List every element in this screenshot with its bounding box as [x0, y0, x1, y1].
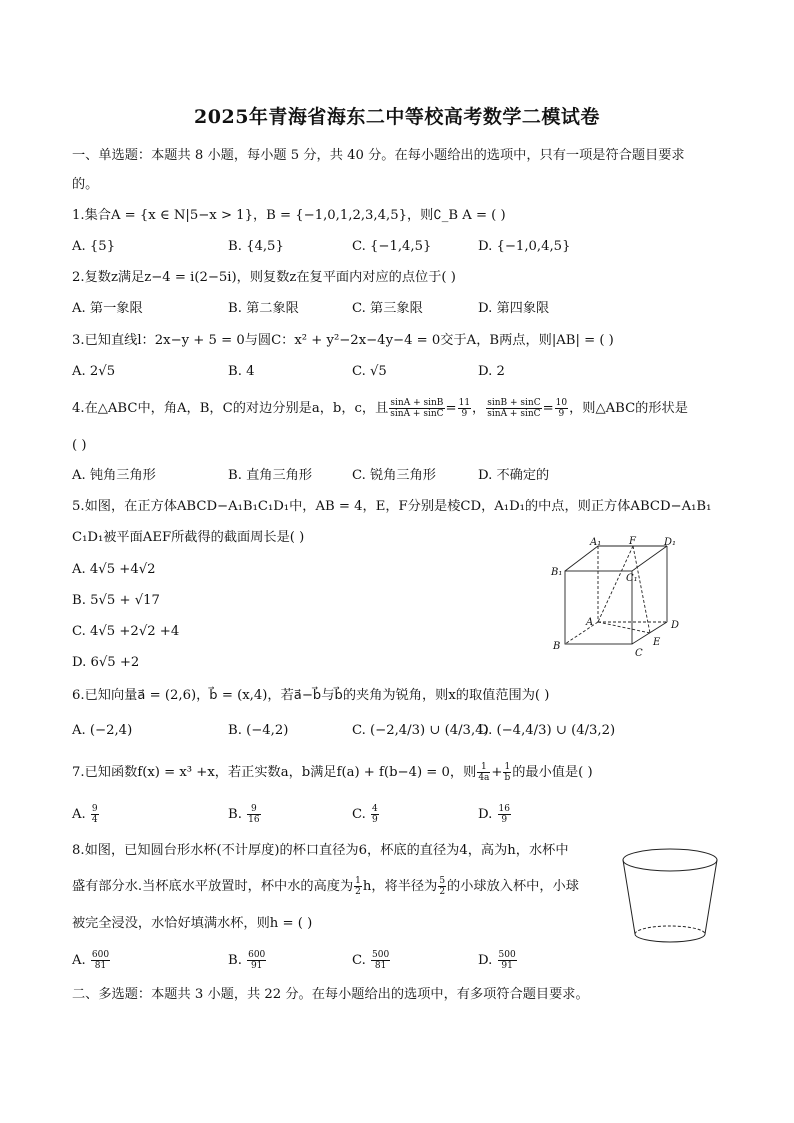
- q5-option-d: D. 6√5 +2: [72, 655, 140, 670]
- q8-radius-fraction: [438, 876, 446, 897]
- q4-option-b: B. 直角三角形: [228, 468, 313, 483]
- q8-line2-part-c: 的小球放入杯中，小球: [447, 879, 579, 894]
- cube-label-b: B: [553, 641, 561, 652]
- q8-option-c-fraction: [371, 950, 390, 971]
- q4-value-2: [555, 398, 568, 419]
- q3-option-d: D. 2: [478, 364, 505, 379]
- q7-option-a-numerator: 9: [91, 804, 98, 814]
- q7-option-c-denominator: 9: [372, 815, 378, 825]
- q8-radius-denominator: 2: [439, 887, 446, 897]
- q3-stem: 3.已知直线l：2x−y + 5 = 0与圆C：x² + y²−2x−4y−4 = 0交于A，B两点，则|AB| = ( ): [72, 333, 614, 348]
- q8-height-denominator: 2: [355, 887, 361, 897]
- q8-option-b-denominator: 91: [250, 961, 263, 971]
- q8-option-b: [228, 950, 267, 971]
- q7-option-d: [478, 804, 512, 825]
- q4-stem-part-b: ，则△ABC的形状是: [569, 401, 688, 416]
- cube-label-d: D: [671, 620, 680, 631]
- q4-value-2-numerator: 10: [555, 398, 568, 408]
- q8-option-b-letter: B.: [228, 953, 242, 968]
- q4-option-c: C. 锐角三角形: [352, 468, 436, 483]
- q4-fraction-2-numerator: sinB + sinC: [487, 398, 541, 408]
- q2-option-d: D. 第四象限: [478, 301, 550, 316]
- q8-option-b-fraction: [247, 950, 266, 971]
- section1-header-line2: 的。: [72, 177, 99, 192]
- q8-option-a-numerator: 600: [91, 950, 110, 960]
- q4-value-1-numerator: 11: [458, 398, 471, 408]
- q7-option-d-numerator: 16: [498, 804, 510, 814]
- q7-stem-part-a: 7.已知函数f(x) = x³ +x，若正实数a，b满足f(a) + f(b−4) = 0，则: [72, 765, 477, 780]
- q8-radius-numerator: 5: [439, 876, 446, 886]
- q6-option-b: B. (−4,2): [228, 723, 289, 738]
- q5-option-a: A. 4√5 +4√2: [72, 562, 156, 577]
- q3-option-c: C. √5: [352, 364, 387, 379]
- q8-option-c: [352, 950, 391, 971]
- q7-option-b: [228, 804, 262, 825]
- q6-stem: 6.已知向量a⃗ = (2,6)，b⃗ = (x,4)，若a⃗−b⃗与b⃗的夹角为锐角，则x的取值范围为( ): [72, 688, 550, 703]
- q5-line2: C₁D₁被平面AEF所截得的截面周长是( ): [72, 530, 305, 545]
- q8-line2-part-a: 盛有部分水.当杯底水平放置时，杯中水的高度为: [72, 879, 354, 894]
- q1-option-c: C. {−1,4,5}: [352, 239, 432, 254]
- q7-option-b-fraction: [247, 804, 260, 825]
- q7-fraction-2-numerator: 1: [504, 762, 511, 772]
- q7-plus: +: [491, 765, 503, 780]
- q4-value-1: [458, 398, 471, 419]
- q7-fraction-1: [477, 762, 490, 783]
- cube-label-c1: C₁: [626, 573, 638, 584]
- q4-fraction-1-numerator: sinA + sinB: [390, 398, 444, 408]
- q4-stem: [72, 398, 688, 419]
- q8-option-a-fraction: [91, 950, 110, 971]
- q8-line3: 被完全浸没，水恰好填满水杯，则h = ( ): [72, 916, 313, 931]
- q7-fraction-2-denominator: b: [504, 773, 511, 783]
- q4-line2: ( ): [72, 438, 87, 453]
- q7-option-a: [72, 804, 100, 825]
- q1-stem: 1.集合A = {x ∈ N|5−x > 1}，B = {−1,0,1,2,3,4,5}，则∁_B A = ( ): [72, 208, 506, 223]
- q4-fraction-1-denominator: sinA + sinC: [390, 409, 444, 419]
- q8-option-c-letter: C.: [352, 953, 366, 968]
- q8-option-c-numerator: 500: [372, 950, 390, 960]
- cube-label-d1: D₁: [664, 537, 677, 548]
- q1-option-a: A. {5}: [72, 239, 116, 254]
- q7-option-d-denominator: 9: [501, 815, 508, 825]
- q8-height-numerator: 1: [355, 876, 361, 886]
- q7-fraction-1-numerator: 1: [477, 762, 490, 773]
- q8-option-d-fraction: [498, 950, 517, 971]
- q7-option-c-fraction: [371, 804, 379, 825]
- q6-option-a: A. (−2,4): [72, 723, 133, 738]
- q7-option-b-letter: B.: [228, 807, 242, 822]
- q6-option-c: C. (−2,4/3) ∪ (4/3,4): [352, 723, 489, 738]
- q5-line1: 5.如图，在正方体ABCD−A₁B₁C₁D₁中，AB = 4，E，F分别是棱CD，A₁D₁的中点，则正方体ABCD−A₁B₁: [72, 499, 712, 514]
- q7-option-a-fraction: [91, 804, 99, 825]
- q8-option-d-letter: D.: [478, 953, 493, 968]
- q4-stem-part-a: 4.在△ABC中，角A，B，C的对边分别是a，b，c，且: [72, 401, 389, 416]
- cup-figure: [615, 844, 725, 949]
- q2-option-b: B. 第二象限: [228, 301, 299, 316]
- q7-option-d-fraction: [498, 804, 511, 825]
- q7-option-d-letter: D.: [478, 807, 493, 822]
- q7-fraction-2: [503, 762, 511, 783]
- q7-option-c: [352, 804, 380, 825]
- q5-option-c: C. 4√5 +2√2 +4: [72, 624, 180, 639]
- q6-option-d: D. (−4,4/3) ∪ (4/3,2): [478, 723, 616, 738]
- q7-fraction-1-denominator: 4a: [478, 773, 490, 783]
- q3-option-b: B. 4: [228, 364, 255, 379]
- q8-line2: [72, 876, 579, 897]
- q4-separator: ，: [472, 401, 486, 416]
- q7-option-a-denominator: 4: [91, 815, 98, 825]
- cube-label-f: F: [629, 536, 636, 547]
- section2-header: 二、多选题：本题共 3 小题，共 22 分。在每小题给出的选项中，有多项符合题目要求。: [72, 987, 589, 1002]
- cube-label-a: A: [586, 617, 594, 628]
- q4-option-d: D. 不确定的: [478, 468, 550, 483]
- q8-option-c-denominator: 81: [374, 961, 387, 971]
- q4-equals-2: =: [542, 401, 554, 416]
- q8-height-fraction: [354, 876, 362, 897]
- q7-stem-part-b: 的最小值是( ): [512, 765, 593, 780]
- q7-option-b-numerator: 9: [247, 804, 260, 815]
- cube-figure: [540, 535, 690, 660]
- q8-option-d-denominator: 91: [501, 961, 513, 971]
- q8-option-b-numerator: 600: [248, 950, 266, 960]
- q4-fraction-2: [486, 398, 541, 419]
- q4-fraction-2-denominator: sinA + sinC: [487, 409, 541, 419]
- q7-option-c-numerator: 4: [372, 804, 378, 814]
- cube-label-a1: A₁: [590, 537, 602, 548]
- q4-option-a: A. 钝角三角形: [72, 468, 156, 483]
- q8-option-d-numerator: 500: [498, 950, 516, 960]
- q5-option-b: B. 5√5 + √17: [72, 593, 160, 608]
- q7-option-b-denominator: 16: [248, 815, 260, 825]
- exam-title: 2025年青海省海东二中等校高考数学二模试卷: [194, 106, 600, 128]
- cube-label-e: E: [653, 637, 661, 648]
- q4-value-1-denominator: 9: [461, 409, 468, 419]
- q7-option-a-letter: A.: [72, 807, 86, 822]
- q8-line1: 8.如图，已知圆台形水杯(不计厚度)的杯口直径为6，杯底的直径为4，高为h，水杯中: [72, 843, 569, 858]
- q2-option-c: C. 第三象限: [352, 301, 423, 316]
- section1-header-line1: 一、单选题：本题共 8 小题，每小题 5 分，共 40 分。在每小题给出的选项中，只有一项是符合题目要求: [72, 148, 685, 163]
- q2-stem: 2.复数z满足z−4 = i(2−5i)，则复数z在复平面内对应的点位于( ): [72, 270, 456, 285]
- q4-value-2-denominator: 9: [558, 409, 565, 419]
- q8-option-a: [72, 950, 111, 971]
- q2-option-a: A. 第一象限: [72, 301, 143, 316]
- cube-label-c: C: [635, 648, 643, 659]
- q8-option-a-denominator: 81: [94, 961, 107, 971]
- q1-option-b: B. {4,5}: [228, 239, 284, 254]
- q8-option-d: [478, 950, 518, 971]
- q8-option-a-letter: A.: [72, 953, 86, 968]
- cube-label-b1: B₁: [551, 567, 563, 578]
- q3-option-a: A. 2√5: [72, 364, 116, 379]
- q4-fraction-1: [389, 398, 444, 419]
- q7-option-c-letter: C.: [352, 807, 366, 822]
- q7-stem: [72, 762, 593, 783]
- q8-line2-part-b: h，将半径为: [362, 879, 438, 894]
- q1-option-d: D. {−1,0,4,5}: [478, 239, 571, 254]
- q4-equals-1: =: [445, 401, 457, 416]
